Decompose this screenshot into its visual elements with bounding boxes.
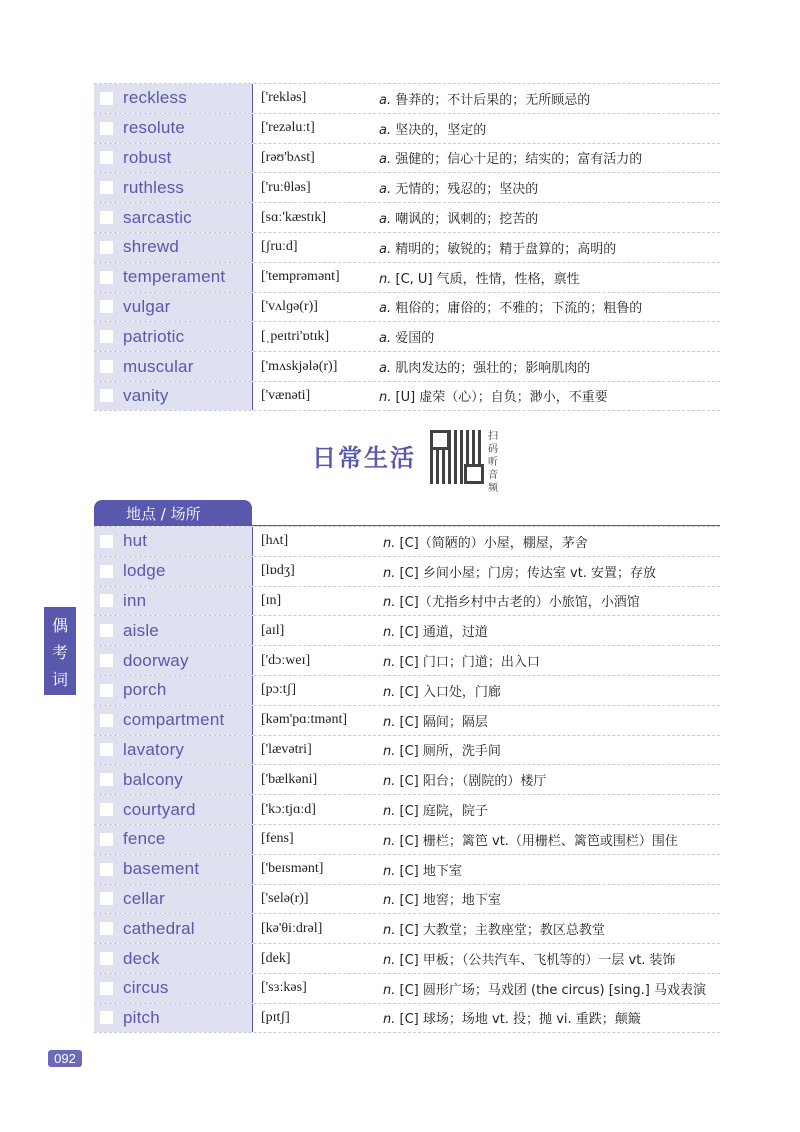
part-of-speech: a. [379,241,392,257]
vocab-word: deck [123,948,160,968]
definition [379,89,590,108]
part-of-speech: n. [383,833,396,849]
vocab-row [94,113,720,143]
word-cell [94,825,252,854]
word-cell [94,1004,252,1032]
vocab-word: lavatory [123,739,185,759]
vocab-row [94,764,720,794]
vocab-row [94,913,720,943]
part-of-speech: n. [383,804,396,820]
definition-text: [C]（尤指乡村中古老的）小旅馆，小酒馆 [399,595,640,611]
phonetic: [ʃruːd] [261,239,298,255]
definition [379,357,590,376]
checkbox-icon[interactable] [100,92,113,105]
vocab-row [94,1003,720,1033]
definition [383,711,488,730]
vocab-row [94,615,720,645]
definition-text: [C] 隔间；隔层 [399,714,488,730]
part-of-speech: n. [383,982,396,998]
definition-text: [C] 地窖；地下室 [399,893,501,909]
vocab-row [94,232,720,262]
definition-text: [C] 球场；场地 vt. 投；抛 vi. 重跌；颠簸 [399,1012,641,1028]
phonetic: [sɑː'kæstɪk] [261,209,327,225]
qr-caption: 扫码听音频 [488,431,498,494]
definition [383,860,462,879]
definition-text: 粗俗的；庸俗的；不雅的；下流的；粗鲁的 [395,301,643,317]
vocab-row [94,262,720,292]
definition [383,800,488,819]
definition-text: [C] 地下室 [399,863,462,879]
checkbox-icon[interactable] [100,389,113,402]
definition-text: 肌肉发达的；强壮的；影响肌肉的 [395,361,591,377]
definition-text: [C] 入口处，门廊 [399,684,501,700]
vocab-word: robust [123,147,172,167]
qr-code-icon[interactable] [430,430,484,484]
part-of-speech: n. [383,953,396,969]
phonetic: ['vænəti] [261,387,311,403]
definition-text: [C] 圆形广场；马戏团 (the circus) [sing.] 马戏表演 [399,982,707,998]
checkbox-icon[interactable] [100,743,113,756]
checkbox-icon[interactable] [100,803,113,816]
word-cell [94,233,252,262]
definition-text: 强健的；信心十足的；结实的；富有活力的 [395,152,643,168]
definition-text: [C]（简陋的）小屋，棚屋，茅舍 [399,535,588,551]
definition-text: 嘲讽的；讽刺的；挖苦的 [395,212,539,228]
vocab-word: shrewd [123,237,180,257]
checkbox-icon[interactable] [100,863,113,876]
vocab-word: lodge [123,561,166,581]
part-of-speech: n. [383,774,396,790]
checkbox-icon[interactable] [100,151,113,164]
word-cell [94,557,252,586]
vocab-row [94,943,720,973]
part-of-speech: a. [379,122,392,138]
phonetic: ['temprəmənt] [261,269,340,285]
phonetic: ['beɪsmənt] [261,861,324,877]
vocab-word: doorway [123,650,189,670]
word-cell [94,263,252,292]
phonetic: ['dɔːweɪ] [261,652,311,668]
vocab-row [94,381,720,411]
phonetic: [ˌpeɪtri'ɒtɪk] [261,328,330,344]
phonetic: ['kɔːtjɑːd] [261,801,316,817]
checkbox-icon[interactable] [100,714,113,727]
word-cell [94,293,252,322]
checkbox-icon[interactable] [100,300,113,313]
part-of-speech: a. [379,361,392,377]
definition [379,208,538,227]
part-of-speech: n. [383,893,396,909]
vocab-word: aisle [123,620,159,640]
word-cell [94,885,252,914]
phonetic: ['selə(r)] [261,890,309,906]
word-cell [94,855,252,884]
vocab-row [94,645,720,675]
checkbox-icon[interactable] [100,684,113,697]
phonetic: [pɔːtʃ] [261,682,296,698]
phonetic: ['ruːθləs] [261,179,311,195]
phonetic: [kəm'pɑːtmənt] [261,712,348,728]
vocab-row [94,884,720,914]
side-tab-char: 偶 [51,615,68,635]
category-tab: 地点 / 场所 [94,500,252,526]
vocab-row [94,675,720,705]
definition [379,148,642,167]
vocab-word: reckless [123,88,187,108]
vocab-row [94,143,720,173]
word-cell [94,322,252,351]
checkbox-icon[interactable] [100,952,113,965]
phonetic: [aɪl] [261,622,285,638]
definition [383,830,678,849]
vocab-row [94,292,720,322]
definition [383,1008,641,1027]
word-cell [94,144,252,173]
definition [383,562,656,581]
phonetic: ['mʌskjələ(r)] [261,358,338,374]
definition [379,268,580,287]
definition [379,386,608,405]
side-tab-char: 词 [51,669,68,689]
word-cell [94,382,252,410]
definition-text: 鲁莽的；不计后果的；无所顾忌的 [395,92,591,108]
definition-text: [C] 厕所，洗手间 [399,744,501,760]
definition-text: [C] 庭院，院子 [399,804,488,820]
vocab-word: inn [123,590,147,610]
vocab-word: compartment [123,710,225,730]
part-of-speech: n. [383,625,396,641]
checkbox-icon[interactable] [100,360,113,373]
side-tab [44,607,76,695]
checkbox-icon[interactable] [100,892,113,905]
word-cell [94,587,252,616]
part-of-speech: a. [379,182,392,198]
vocab-row [94,854,720,884]
vocab-row [94,705,720,735]
definition [383,979,706,998]
phonetic: ['vʌlɡə(r)] [261,298,318,314]
vocab-row [94,351,720,381]
checkbox-icon[interactable] [100,594,113,607]
definition [383,919,605,938]
part-of-speech: a. [379,331,392,347]
word-cell [94,203,252,232]
vocab-row [94,973,720,1003]
phonetic: [lɒdʒ] [261,563,295,579]
vocab-row [94,824,720,854]
part-of-speech: a. [379,301,392,317]
definition [383,532,588,551]
definition [379,119,486,138]
part-of-speech: n. [379,271,392,287]
side-tab-char: 考 [51,642,68,662]
checkbox-icon[interactable] [100,271,113,284]
definition [383,651,540,670]
checkbox-icon[interactable] [100,535,113,548]
word-cell [94,84,252,113]
vocab-table-places [94,526,720,1033]
phonetic: [hʌt] [261,533,289,549]
checkbox-icon[interactable] [100,211,113,224]
definition-text: [C, U] 气质，性情，性格，禀性 [395,271,580,287]
part-of-speech: a. [379,92,392,108]
section-title: 日常生活 [312,444,416,472]
part-of-speech: a. [379,212,392,228]
part-of-speech: a. [379,152,392,168]
part-of-speech: n. [383,595,396,611]
definition [379,297,642,316]
definition-text: [U] 虚荣（心）；自负；渺小，不重要 [395,390,608,406]
word-cell [94,944,252,973]
word-cell [94,527,252,556]
word-cell [94,974,252,1003]
part-of-speech: n. [383,1012,396,1028]
part-of-speech: n. [383,655,396,671]
vocab-row [94,735,720,765]
vocab-word: vanity [123,385,169,405]
vocab-word: courtyard [123,799,196,819]
definition-text: 精明的；敏锐的；精于盘算的；高明的 [395,241,617,257]
part-of-speech: n. [383,923,396,939]
vocab-word: pitch [123,1007,160,1027]
checkbox-icon[interactable] [100,330,113,343]
checkbox-icon[interactable] [100,1011,113,1024]
vocab-row [94,556,720,586]
part-of-speech: n. [383,863,396,879]
definition-text: [C] 大教堂；主教座堂；教区总教堂 [399,923,605,939]
checkbox-icon[interactable] [100,773,113,786]
vocab-word: resolute [123,118,186,138]
definition [383,889,501,908]
definition [383,740,501,759]
checkbox-icon[interactable] [100,654,113,667]
word-cell [94,736,252,765]
definition [383,949,676,968]
checkbox-icon[interactable] [100,565,113,578]
phonetic: ['bælkəni] [261,771,318,787]
definition [383,681,501,700]
vocab-row [94,202,720,232]
definition-text: 爱国的 [395,331,435,347]
vocab-word: circus [123,978,169,998]
phonetic: ['sɜːkəs] [261,980,307,996]
phonetic: [dek] [261,950,291,966]
definition-text: 坚决的，坚定的 [395,122,487,138]
phonetic: [kə'θiːdrəl] [261,920,323,936]
vocab-row [94,321,720,351]
phonetic: ['lævətri] [261,741,312,757]
vocab-word: ruthless [123,177,185,197]
definition [383,621,488,640]
part-of-speech: n. [383,684,396,700]
phonetic: ['rekləs] [261,90,307,106]
definition [383,591,640,610]
vocab-word: patriotic [123,326,185,346]
part-of-speech: n. [383,565,396,581]
definition-text: [C] 栅栏；篱笆 vt.（用栅栏、篱笆或围栏）围住 [399,833,678,849]
definition-text: [C] 通道，过道 [399,625,488,641]
checkbox-icon[interactable] [100,241,113,254]
phonetic: ['rezəluːt] [261,120,315,136]
vocab-word: cathedral [123,918,195,938]
part-of-speech: n. [379,390,392,406]
definition-text: [C] 甲板；（公共汽车、飞机等的）一层 vt. 装饰 [399,953,676,969]
definition [379,238,616,257]
word-cell [94,173,252,202]
word-cell [94,114,252,143]
vocab-word: sarcastic [123,207,192,227]
word-cell [94,795,252,824]
word-cell [94,706,252,735]
vocab-word: hut [123,531,148,551]
vocab-word: basement [123,859,200,879]
vocab-word: temperament [123,267,226,287]
part-of-speech: n. [383,744,396,760]
checkbox-icon[interactable] [100,624,113,637]
word-cell [94,646,252,675]
page-number: 092 [48,1050,82,1067]
definition [379,178,538,197]
vocab-row [94,794,720,824]
word-cell [94,352,252,381]
vocab-row [94,526,720,556]
checkbox-icon[interactable] [100,833,113,846]
checkbox-icon[interactable] [100,181,113,194]
checkbox-icon[interactable] [100,122,113,135]
vocab-word: cellar [123,888,165,908]
vocab-word: balcony [123,769,183,789]
word-cell [94,914,252,943]
definition-text: [C] 乡间小屋；门房；传达室 vt. 安置；存放 [399,565,657,581]
definition [383,770,546,789]
phonetic: [fens] [261,831,294,847]
part-of-speech: n. [383,535,396,551]
vocab-word: vulgar [123,296,171,316]
definition-text: [C] 阳台；（剧院的）楼厅 [399,774,547,790]
definition [379,327,434,346]
vocab-row [94,586,720,616]
vocab-row [94,83,720,113]
phonetic: [pɪtʃ] [261,1009,290,1025]
word-cell [94,676,252,705]
definition-text: 无情的；残忍的；坚决的 [395,182,539,198]
vocab-word: porch [123,680,167,700]
part-of-speech: n. [383,714,396,730]
word-cell [94,765,252,794]
checkbox-icon[interactable] [100,922,113,935]
vocab-word: muscular [123,356,194,376]
vocab-table-personality [94,83,720,411]
definition-text: [C] 门口；门道；出入口 [399,655,540,671]
vocab-row [94,172,720,202]
word-cell [94,616,252,645]
checkbox-icon[interactable] [100,982,113,995]
phonetic: [ɪn] [261,592,282,608]
phonetic: [rəʊ'bʌst] [261,149,315,165]
vocab-word: fence [123,829,166,849]
